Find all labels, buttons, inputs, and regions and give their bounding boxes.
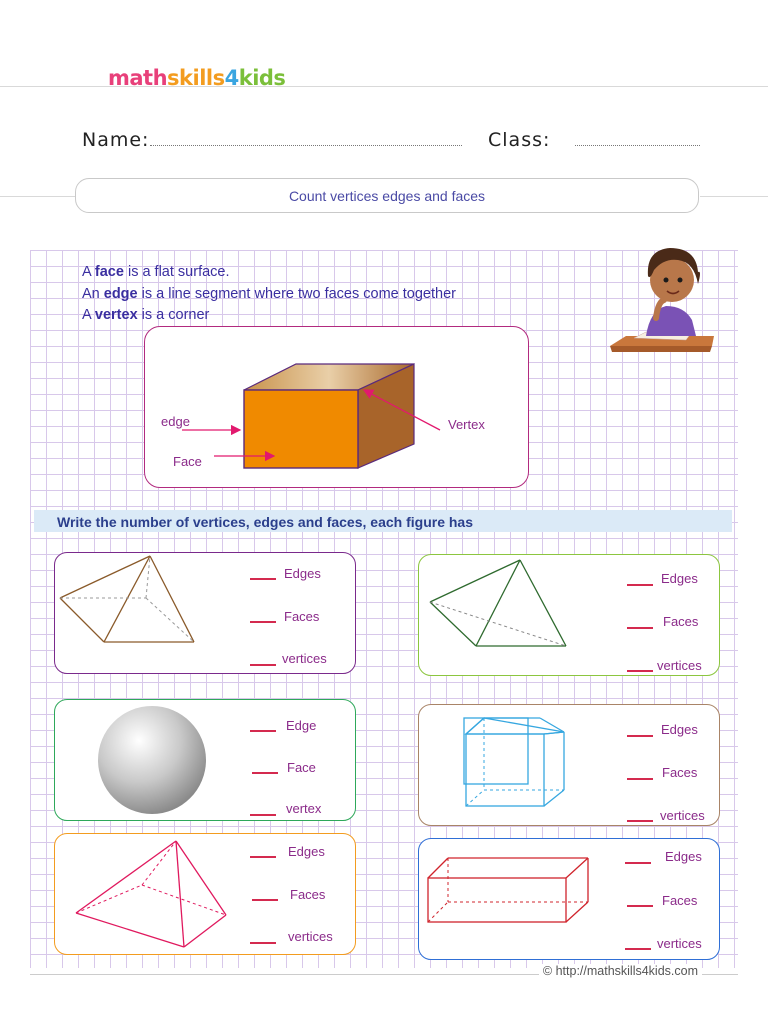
name-label: Name: <box>82 129 150 151</box>
answer-blank[interactable] <box>252 899 278 901</box>
vertices-label: vertices <box>660 808 705 823</box>
cube-icon <box>418 704 578 826</box>
title-divider-left <box>0 196 75 197</box>
answer-blank[interactable] <box>250 814 276 816</box>
answer-blank[interactable] <box>252 772 278 774</box>
vertex-label: Vertex <box>448 417 485 432</box>
answer-blank[interactable] <box>627 778 653 780</box>
definition-face: A face is a flat surface. <box>82 264 230 280</box>
triangular-pyramid-icon <box>418 554 578 676</box>
answer-blank[interactable] <box>627 627 653 629</box>
answer-blank[interactable] <box>250 621 276 623</box>
answer-blank[interactable] <box>627 584 653 586</box>
square-pyramid-icon <box>54 552 214 674</box>
edge-label: edge <box>161 414 190 429</box>
answer-blank[interactable] <box>625 862 651 864</box>
pink-pyramid-icon <box>54 833 234 955</box>
face-label: Face <box>287 760 316 775</box>
edge-label: Edge <box>286 718 317 733</box>
edges-label: Edges <box>665 849 702 864</box>
title-divider-right <box>700 196 768 197</box>
edges-label: Edges <box>661 571 698 586</box>
answer-blank[interactable] <box>627 820 653 822</box>
faces-label: Faces <box>284 609 320 624</box>
answer-blank[interactable] <box>625 948 651 950</box>
brand-logo: mathskills4kids <box>108 66 286 90</box>
answer-blank[interactable] <box>250 730 276 732</box>
instruction-text: Write the number of vertices, edges and faces, each figure has <box>57 514 473 530</box>
vertices-label: vertices <box>282 651 327 666</box>
name-field[interactable] <box>150 144 462 146</box>
faces-label: Faces <box>663 614 699 629</box>
answer-blank[interactable] <box>627 735 653 737</box>
edges-label: Edges <box>284 566 321 581</box>
vertices-label: vertices <box>288 929 333 944</box>
footer-copyright[interactable]: © http://mathskills4kids.com <box>539 964 702 978</box>
sphere-icon <box>54 699 214 821</box>
class-label: Class: <box>488 129 551 151</box>
faces-label: Faces <box>290 887 326 902</box>
face-label: Face <box>173 454 202 469</box>
edges-label: Edges <box>661 722 698 737</box>
vertex-label: vertex <box>286 801 322 816</box>
answer-blank[interactable] <box>250 664 276 666</box>
answer-blank[interactable] <box>250 856 276 858</box>
answer-blank[interactable] <box>250 578 276 580</box>
rectangular-prism-icon <box>418 838 598 960</box>
vertices-label: vertices <box>657 936 702 951</box>
vertices-label: vertices <box>657 658 702 673</box>
answer-blank[interactable] <box>627 905 653 907</box>
faces-label: Faces <box>662 893 698 908</box>
faces-label: Faces <box>662 765 698 780</box>
definition-edge: An edge is a line segment where two faces come together <box>82 285 456 302</box>
worksheet-title: Count vertices edges and faces <box>75 178 699 213</box>
definitions <box>82 262 456 327</box>
answer-blank[interactable] <box>627 670 653 672</box>
class-field[interactable] <box>575 144 700 146</box>
student-illustration <box>606 240 718 362</box>
edges-label: Edges <box>288 844 325 859</box>
definition-vertex: A vertex is a corner <box>82 307 210 323</box>
answer-blank[interactable] <box>250 942 276 944</box>
